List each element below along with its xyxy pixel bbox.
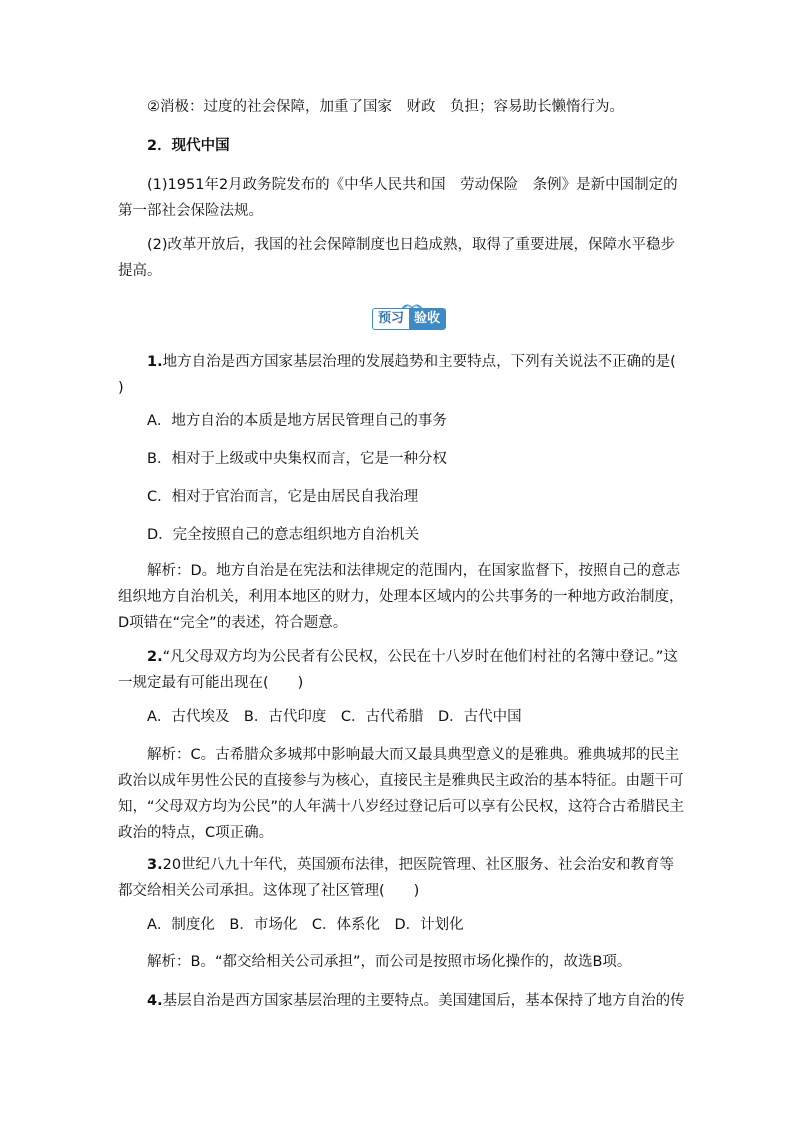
question-2-number: 2. <box>147 649 163 665</box>
question-1-option-b: B．相对于上级或中央集权而言，它是一种分权 <box>147 451 447 467</box>
question-1-option-a: A．地方自治的本质是地方居民管理自己的事务 <box>147 413 447 429</box>
question-1-number: 1. <box>147 354 163 370</box>
paragraph-reform: (2)改革开放后，我国的社会保障制度也日趋成熟，取得了重要进展，保障水平稳步提高。 <box>118 237 676 279</box>
question-1-option-d: D．完全按照自己的意志组织地方自治机关 <box>147 527 420 543</box>
question-4-number: 4. <box>147 993 163 1009</box>
preview-check-badge <box>372 300 452 332</box>
question-3-analysis: 解析：B。“都交给相关公司承担”，而公司是按照市场化操作的，故选B项。 <box>147 954 632 970</box>
paragraph-labor-insurance: (1)1951年2月政务院发布的《中华人民共和国 劳动保险 条例》是新中国制定的第一部社会保险法规。 <box>118 177 678 219</box>
section-heading-modern-china: 2．现代中国 <box>147 138 230 154</box>
badge-right-label: 验收 <box>409 309 445 329</box>
question-1-text: 地方自治是西方国家基层治理的发展趋势和主要特点，下列有关说法不正确的是( ) <box>118 354 705 396</box>
question-4-text: 基层自治是西方国家基层治理的主要特点。美国建国后，基本保持了地方自治的传 <box>162 993 685 1009</box>
negative-effect-line: ②消极：过度的社会保障，加重了国家 财政 负担；容易助长懒惰行为。 <box>147 99 624 115</box>
question-2-text: “凡父母双方均为公民者有公民权，公民在十八岁时在他们村社的名簿中登记。”这一规定最有可能出现在( ) <box>118 649 678 691</box>
question-3-text: 20世纪八九十年代，英国颁布法律，把医院管理、社区服务、社会治安和教育等都交给相关公司承担。这体现了社区管理( ) <box>118 857 675 899</box>
question-2-stem <box>118 644 686 696</box>
question-2-options: A．古代埃及 B．古代印度 C．古代希腊 D．古代中国 <box>147 709 522 725</box>
question-1-stem <box>118 349 705 401</box>
question-1-analysis: 解析：D。地方自治是在宪法和法律规定的范围内，在国家监督下，按照自己的意志组织地方自治机关，利用本地区的财力，处理本区域内的公共事务的一种地方政治制度，D项错在“完全”的表述，符合题意。 <box>118 563 684 631</box>
question-1-option-c: C．相对于官治而言，它是由居民自我治理 <box>147 489 419 505</box>
badge-left-label: 预习 <box>373 309 409 329</box>
question-3-options: A．制度化 B．市场化 C．体系化 D．计划化 <box>147 917 464 933</box>
question-2-analysis: 解析：C。古希腊众多城邦中影响最大而又最具典型意义的是雅典。雅典城邦的民主政治以成年男性公民的直接参与为核心，直接民主是雅典民主政治的基本特征。由题干可知，“父母双方均为公民”的人年满十八岁经过登记后可以享有公民权，这符合古希腊民主政治的特点，C项正确。 <box>118 747 685 841</box>
question-3-stem <box>118 852 686 904</box>
question-4-stem <box>118 988 686 1014</box>
question-3-number: 3. <box>147 857 163 873</box>
